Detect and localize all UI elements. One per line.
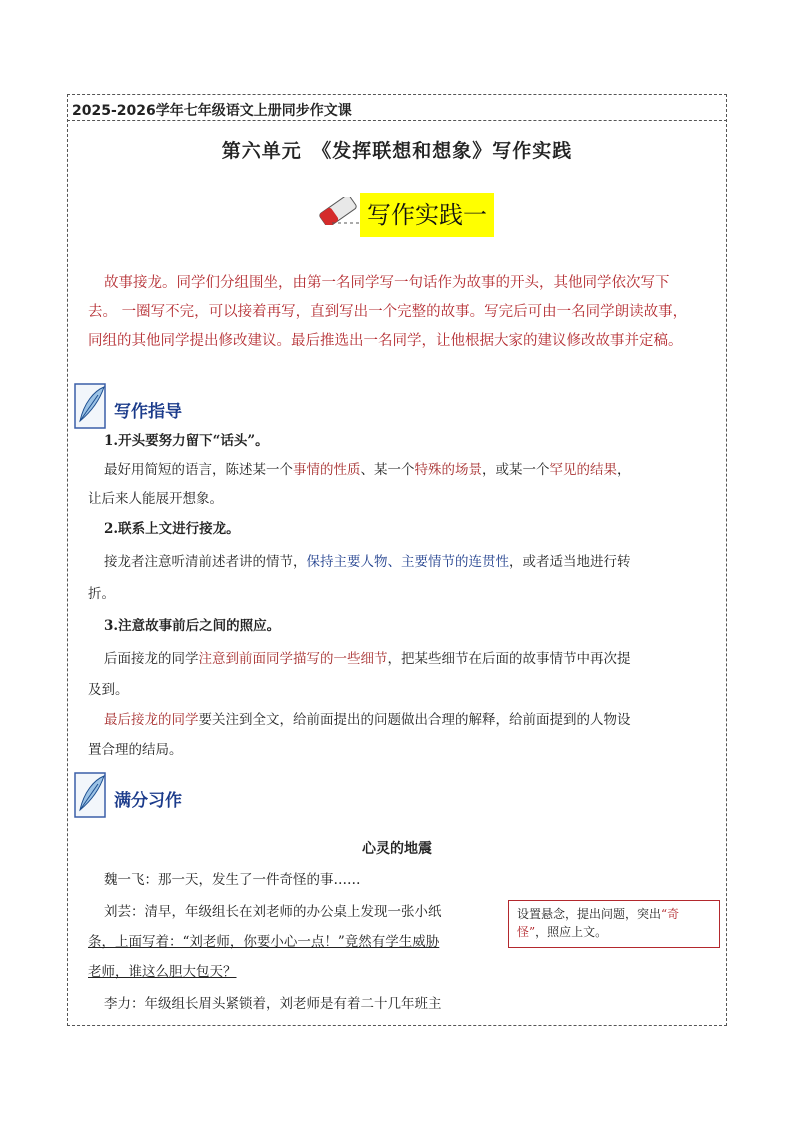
unit-title: 第六单元 《发挥联想和想象》写作实践: [221, 140, 573, 162]
guide-emphasis: 事情的性质: [293, 462, 361, 478]
intro-line-1: 故事接龙。同学们分组围坐，由第一名同学写一句话作为故事的开头，其他同学依次写下: [104, 275, 670, 291]
note-text: 设置悬念，提出问题，突出: [517, 907, 662, 921]
note-emphasis: “奇: [661, 907, 680, 921]
guide-text: ，或者适当地进行转: [509, 554, 631, 570]
guide-text: ，: [617, 462, 631, 478]
guide-heading: 写作指导: [114, 402, 182, 422]
guide-emphasis: 特殊的场景: [414, 462, 482, 478]
guide-emphasis: 注意到前面同学描写的一些细节: [198, 651, 388, 667]
guide-point-2-line-2: 折。: [88, 586, 115, 602]
guide-text: 要关注到全文，给前面提出的问题做出合理的解释，给前面提到的人物设: [198, 712, 631, 728]
practice-badge-label: 写作实践一: [360, 193, 494, 237]
guide-point-4-body: [104, 706, 726, 735]
guide-point-1-body: [104, 456, 726, 485]
note-emphasis: 怪”: [517, 925, 536, 939]
feather-quill-icon: [74, 383, 108, 429]
guide-point-1-line-2: 让后来人能展开想象。: [88, 491, 223, 507]
intro-line-2: 去。 一圈写不完，可以接着再写，直到写出一个完整的故事。写完后可由一名同学朗读故事，: [88, 304, 688, 320]
guide-text: 、某一个: [360, 462, 415, 478]
guide-emphasis: 罕见的结果: [549, 462, 617, 478]
guide-point-2-title: 2.联系上文进行接龙。: [104, 521, 240, 537]
guide-text: ，或某一个: [482, 462, 550, 478]
header-title: 2025-2026学年七年级语文上册同步作文课: [72, 103, 352, 119]
guide-point-4-line-2: 置合理的结局。: [88, 742, 183, 758]
essay-line-3: 条，上面写着：“刘老师，你要小心一点！”竟然有学生威胁: [88, 934, 440, 950]
essay-line-1: 魏一飞：那一天，发生了一件奇怪的事……: [104, 872, 361, 888]
header-divider: [67, 120, 727, 121]
guide-text: ，把某些细节在后面的故事情节中再次提: [387, 651, 631, 667]
intro-line-3: 同组的其他同学提出修改建议。最后推选出一名同学，让他根据大家的建议修改故事并定稿。: [88, 333, 683, 349]
essay-heading: 满分习作: [114, 791, 182, 811]
essay-line-2: 刘芸：清早，年级组长在刘老师的办公桌上发现一张小纸: [104, 904, 442, 920]
guide-emphasis: 保持主要人物、主要情节的连贯性: [306, 554, 509, 570]
note-text: ，照应上文。: [535, 925, 608, 939]
guide-point-1-title: 1.开头要努力留下“话头”。: [104, 433, 269, 449]
guide-point-3-line-2: 及到。: [88, 682, 129, 698]
guide-emphasis: 最后接龙的同学: [104, 712, 199, 728]
guide-point-2-body: [104, 548, 726, 577]
eraser-icon: [316, 197, 360, 225]
guide-point-3-body: [104, 645, 726, 674]
essay-title: 心灵的地震: [362, 841, 432, 857]
guide-text: 最好用简短的语言，陈述某一个: [104, 462, 293, 478]
guide-point-3-title: 3.注意故事前后之间的照应。: [104, 618, 281, 634]
essay-line-5: 李力：年级组长眉头紧锁着，刘老师是有着二十几年班主: [104, 996, 442, 1012]
guide-text: 后面接龙的同学: [104, 651, 199, 667]
annotation-note: [508, 900, 720, 948]
feather-quill-icon: [74, 772, 108, 818]
guide-text: 接龙者注意听清前述者讲的情节，: [104, 554, 307, 570]
essay-line-4: 老师，谁这么胆大包天？: [88, 964, 237, 980]
